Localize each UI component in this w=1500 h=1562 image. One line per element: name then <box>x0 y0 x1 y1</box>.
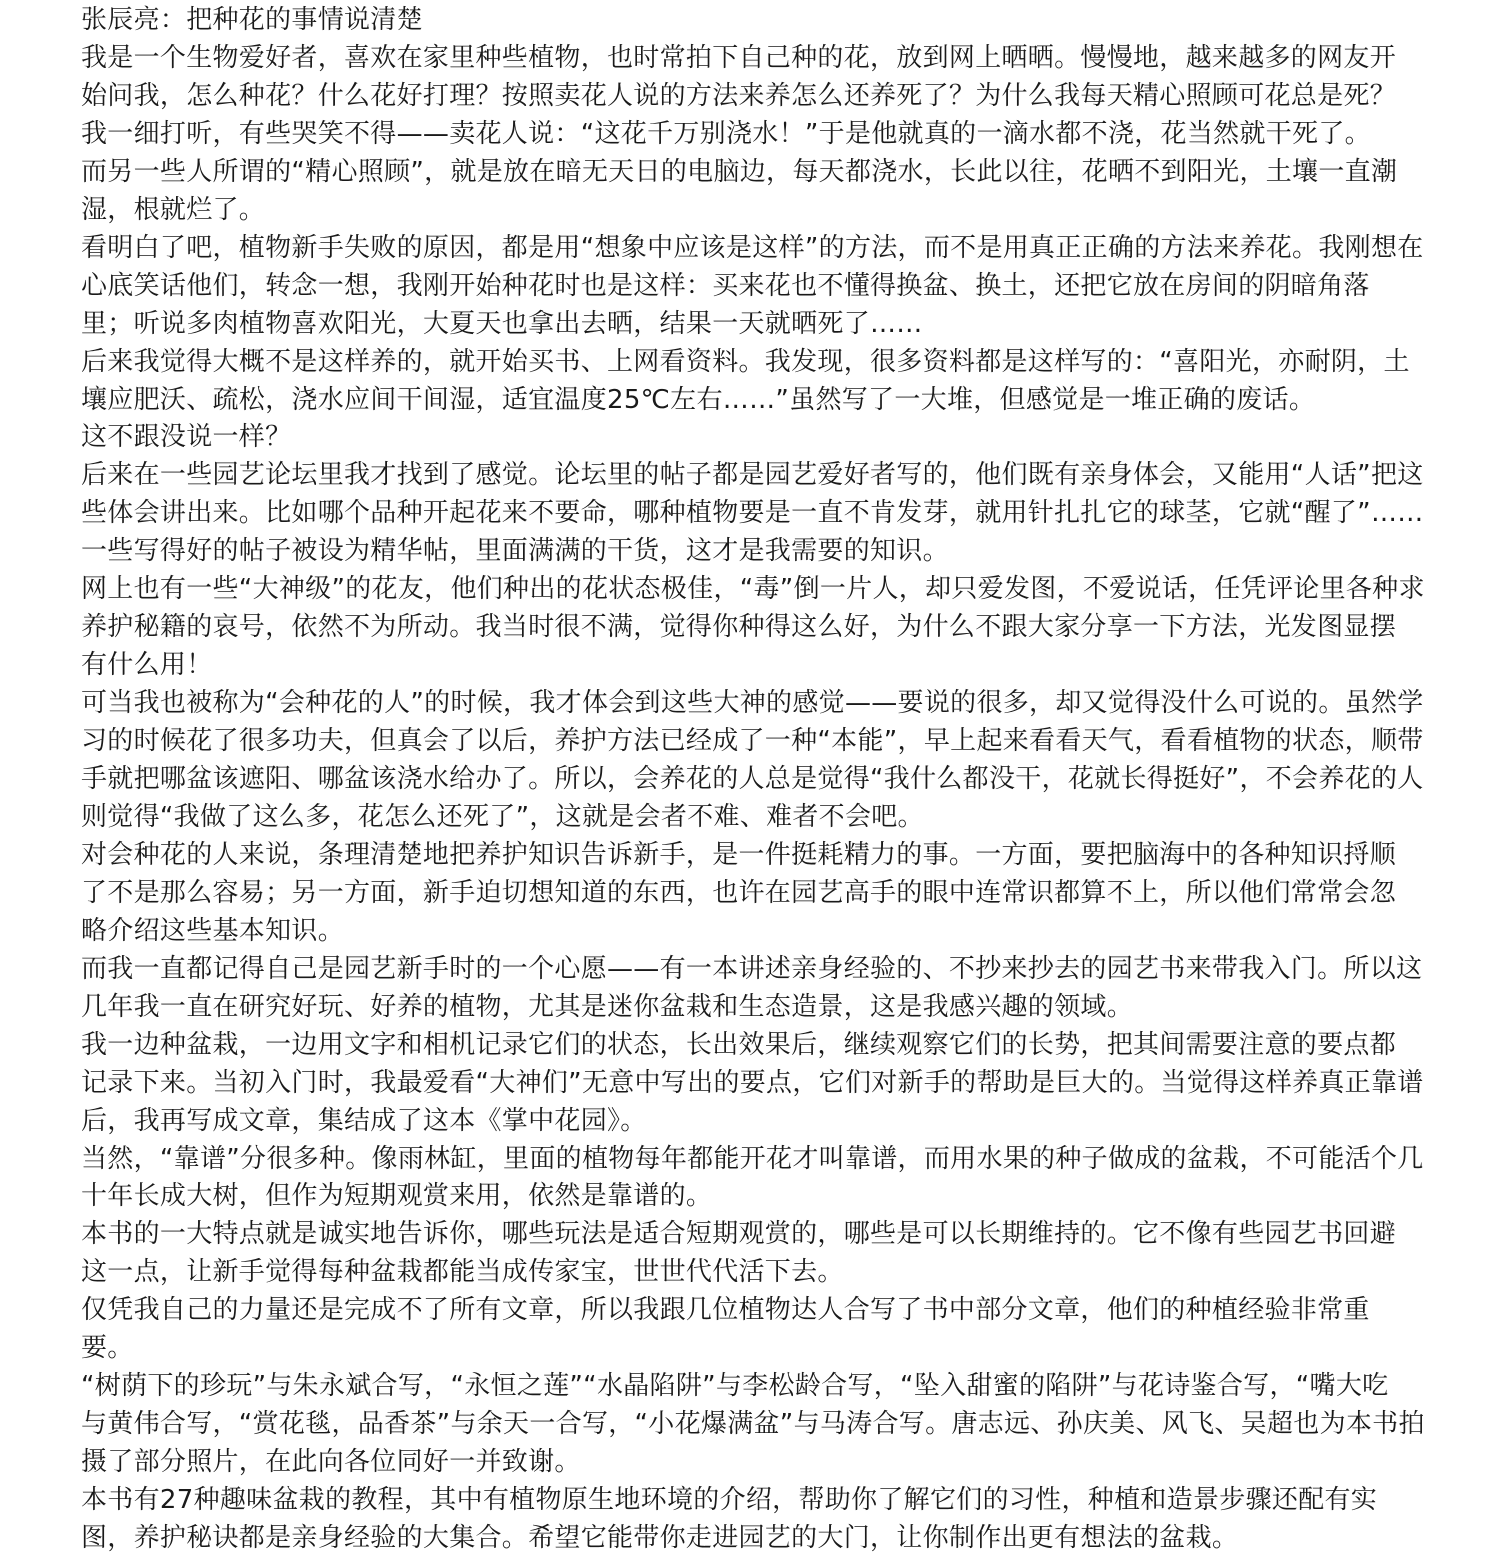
text-line: 后来我觉得大概不是这样养的，就开始买书、上网看资料。我发现，很多资料都是这样写的：“喜阳光，亦耐阴，土 <box>81 346 1410 377</box>
text-line: 一些写得好的帖子被设为精华帖，里面满满的干货，这才是我需要的知识。 <box>81 536 949 567</box>
text-line: 仅凭我自己的力量还是完成不了所有文章，所以我跟几位植物达人合写了书中部分文章，他们的种植经验非常重 <box>81 1295 1370 1326</box>
text-line: 看明白了吧，植物新手失败的原因，都是用“想象中应该是这样”的方法，而不是用真正正确的方法来养花。我刚想在 <box>81 232 1424 263</box>
text-line: 本书有27种趣味盆栽的教程，其中有植物原生地环境的介绍，帮助你了解它们的习性，种植和造景步骤还配有实 <box>81 1485 1378 1516</box>
text-line: 要。 <box>81 1333 134 1364</box>
text-line: 对会种花的人来说，条理清楚地把养护知识告诉新手，是一件挺耗精力的事。一方面，要把脑海中的各种知识捋顺 <box>81 839 1397 870</box>
text-line: 养护秘籍的哀号，依然不为所动。我当时很不满，觉得你种得这么好，为什么不跟大家分享一下方法，光发图显摆 <box>81 612 1397 643</box>
text-line: 后来在一些园艺论坛里我才找到了感觉。论坛里的帖子都是园艺爱好者写的，他们既有亲身体会，又能用“人话”把这 <box>81 460 1424 491</box>
text-line: 了不是那么容易；另一方面，新手迫切想知道的东西，也许在园艺高手的眼中连常识都算不上，所以他们常常会忽 <box>81 877 1397 908</box>
document-body <box>81 0 1500 1562</box>
text-line: “树荫下的珍玩”与朱永斌合写，“永恒之莲”“水晶陷阱”与李松龄合写，“坠入甜蜜的陷阱”与花诗鉴合写，“嘴大吃 <box>81 1371 1389 1402</box>
text-line: 当然，“靠谱”分很多种。像雨林缸，里面的植物每年都能开花才叫靠谱，而用水果的种子做成的盆栽，不可能活个几 <box>81 1143 1424 1174</box>
document-title: 张辰亮：把种花的事情说清楚 <box>81 5 423 35</box>
text-line: 可当我也被称为“会种花的人”的时候，我才体会到这些大神的感觉——要说的很多，却又觉得没什么可说的。虽然学 <box>81 688 1424 719</box>
text-line: 我一边种盆栽，一边用文字和相机记录它们的状态，长出效果后，继续观察它们的长势，把其间需要注意的要点都 <box>81 1029 1397 1060</box>
text-line: 图，养护秘诀都是亲身经验的大集合。希望它能带你走进园艺的大门，让你制作出更有想法的盆栽。 <box>81 1523 1239 1553</box>
text-line: 而另一些人所谓的“精心照顾”，就是放在暗无天日的电脑边，每天都浇水，长此以往，花晒不到阳光，土壤一直潮 <box>81 156 1398 187</box>
text-line: 心底笑话他们，转念一想，我刚开始种花时也是这样：买来花也不懂得换盆、换土，还把它放在房间的阴暗角落 <box>81 270 1370 301</box>
text-line: 与黄伟合写，“赏花毯，品香茶”与余天一合写，“小花爆满盆”与马涛合写。唐志远、孙庆美、风飞、吴超也为本书拍 <box>81 1409 1425 1440</box>
text-line: 本书的一大特点就是诚实地告诉你，哪些玩法是适合短期观赏的，哪些是可以长期维持的。它不像有些园艺书回避 <box>81 1219 1397 1250</box>
text-line: 习的时候花了很多功夫，但真会了以后，养护方法已经成了一种“本能”，早上起来看看天气，看看植物的状态，顺带 <box>81 726 1424 757</box>
text-line: 里；听说多肉植物喜欢阳光，大夏天也拿出去晒，结果一天就晒死了…… <box>81 308 923 339</box>
text-line: 壤应肥沃、疏松，浇水应间干间湿，适宜温度25℃左右……”虽然写了一大堆，但感觉是一堆正确的废话。 <box>81 384 1316 415</box>
text-line: 手就把哪盆该遮阳、哪盆该浇水给办了。所以，会养花的人总是觉得“我什么都没干，花就长得挺好”，不会养花的人 <box>81 764 1424 794</box>
text-line: 有什么用！ <box>81 650 213 681</box>
text-line: 网上也有一些“大神级”的花友，他们种出的花状态极佳，“毒”倒一片人，却只爱发图，不爱说话，任凭评论里各种求 <box>81 574 1425 605</box>
text-line: 我是一个生物爱好者，喜欢在家里种些植物，也时常拍下自己种的花，放到网上晒晒。慢慢地，越来越多的网友开 <box>81 42 1397 73</box>
text-line: 湿，根就烂了。 <box>81 194 266 225</box>
text-line: 这不跟没说一样？ <box>81 422 292 453</box>
text-line: 摄了部分照片，在此向各位同好一并致谢。 <box>81 1447 581 1478</box>
text-line: 则觉得“我做了这么多，花怎么还死了”，这就是会者不难、难者不会吧。 <box>81 801 924 832</box>
text-line: 几年我一直在研究好玩、好养的植物，尤其是迷你盆栽和生态造景，这是我感兴趣的领域。 <box>81 991 1134 1022</box>
text-line: 些体会讲出来。比如哪个品种开起花来不要命，哪种植物要是一直不肯发芽，就用针扎扎它的球茎，它就“醒了”…… <box>81 498 1424 529</box>
text-line: 记录下来。当初入门时，我最爱看“大神们”无意中写出的要点，它们对新手的帮助是巨大的。当觉得这样养真正靠谱 <box>81 1067 1424 1098</box>
text-line: 这一点，让新手觉得每种盆栽都能当成传家宝，世世代代活下去。 <box>81 1257 844 1288</box>
text-line: 十年长成大树，但作为短期观赏来用，依然是靠谱的。 <box>81 1181 713 1212</box>
text-line: 始问我，怎么种花？什么花好打理？按照卖花人说的方法来养怎么还养死了？为什么我每天精心照顾可花总是死？ <box>81 80 1397 111</box>
text-line: 我一细打听，有些哭笑不得——卖花人说：“这花千万别浇水！”于是他就真的一滴水都不浇，花当然就干死了。 <box>81 118 1371 149</box>
text-line: 略介绍这些基本知识。 <box>81 915 345 946</box>
text-line: 而我一直都记得自己是园艺新手时的一个心愿——有一本讲述亲身经验的、不抄来抄去的园艺书来带我入门。所以这 <box>81 953 1423 984</box>
text-line: 后，我再写成文章，集结成了这本《掌中花园》。 <box>81 1105 647 1136</box>
